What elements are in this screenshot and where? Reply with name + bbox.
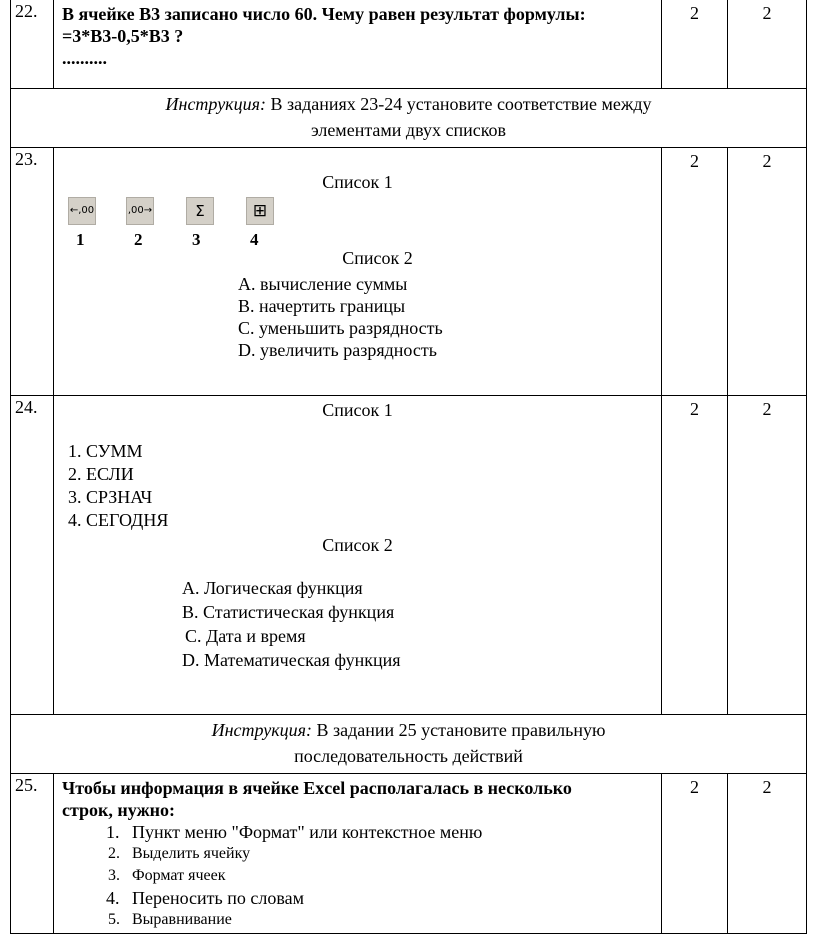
question-23-row [11,147,807,395]
list-item: В. начертить границы [238,295,406,316]
question-body [54,147,662,395]
question-25-row [11,773,807,933]
step-item: 1. Пункт меню "Формат" или контекстное меню [124,821,653,843]
list-item: D. увеличить разрядность [238,339,437,360]
instruction-text: элементами двух списков [310,119,507,140]
question-body [54,773,662,933]
instruction-cell [11,714,807,773]
answer-blank: .......... [62,48,107,68]
list-item: А. Логическая функция [182,577,363,598]
test-table [10,0,807,934]
list-item: 2. ЕСЛИ [68,463,134,484]
list-item: 1. СУММ [68,440,143,461]
step-item: 2. Выделить ячейку [124,843,653,865]
autosum-icon: Σ [186,197,214,225]
list2 [182,576,653,672]
icon-number: 3 [192,229,201,249]
instruction-row [11,714,807,773]
question-line: строк, нужно: [62,799,175,820]
list2-title: Список 2 [342,247,413,268]
question-number: 22. [11,0,54,88]
points-cell: 2 [728,395,807,714]
list-item: В. Статистическая функция [182,601,395,622]
question-body [54,395,662,714]
step-item: 3. Формат ячеек [124,865,653,887]
list1-title: Список 1 [322,171,393,192]
question-line: Чтобы информация в ячейке Excel располагалась в несколько [62,777,572,798]
instruction-label: Инструкция: [211,719,313,740]
points-cell: 2 [728,773,807,933]
question-22-row [11,0,807,88]
list-item: С. уменьшить разрядность [238,317,443,338]
question-text [54,0,662,88]
increase-decimal-icon: ,00→ [126,197,154,225]
list-item: 3. СРЗНАЧ [68,486,153,507]
list1 [68,440,653,532]
instruction-label: Инструкция: [165,93,266,114]
instruction-text: последовательность действий [294,745,523,766]
instruction-text: В заданиях 23-24 установите соответствие между [270,93,652,114]
points-cell: 2 [662,147,728,395]
toolbar-icons [62,197,653,247]
points-cell: 2 [662,395,728,714]
icon-number: 4 [250,229,259,249]
borders-icon: ⊞ [246,197,274,225]
list2-title: Список 2 [322,534,393,555]
points-cell: 2 [728,147,807,395]
decrease-decimal-icon: ←,00 [68,197,96,225]
points-cell: 2 [728,0,807,88]
question-number: 23. [11,147,54,395]
instruction-cell [11,88,807,147]
list-item: А. вычисление суммы [238,273,408,294]
question-number: 24. [11,395,54,714]
list1-title: Список 1 [322,399,393,420]
list-item: 4. СЕГОДНЯ [68,509,169,530]
instruction-row [11,88,807,147]
points-cell: 2 [662,773,728,933]
list2 [238,273,653,361]
steps-list [62,821,653,931]
list-item: D. Математическая функция [182,649,401,670]
instruction-text: В задании 25 установите правильную [316,719,606,740]
icon-number: 1 [76,229,85,249]
step-item: 5. Выравнивание [124,909,653,931]
question-24-row [11,395,807,714]
step-item: 4. Переносить по словам [124,887,653,909]
points-cell: 2 [662,0,728,88]
list-item: С. Дата и время [185,625,306,646]
question-number: 25. [11,773,54,933]
icon-number: 2 [134,229,143,249]
question-line: =3*B3-0,5*B3 ? [62,26,184,46]
question-line: В ячейке В3 записано число 60. Чему равен результат формулы: [62,4,586,24]
